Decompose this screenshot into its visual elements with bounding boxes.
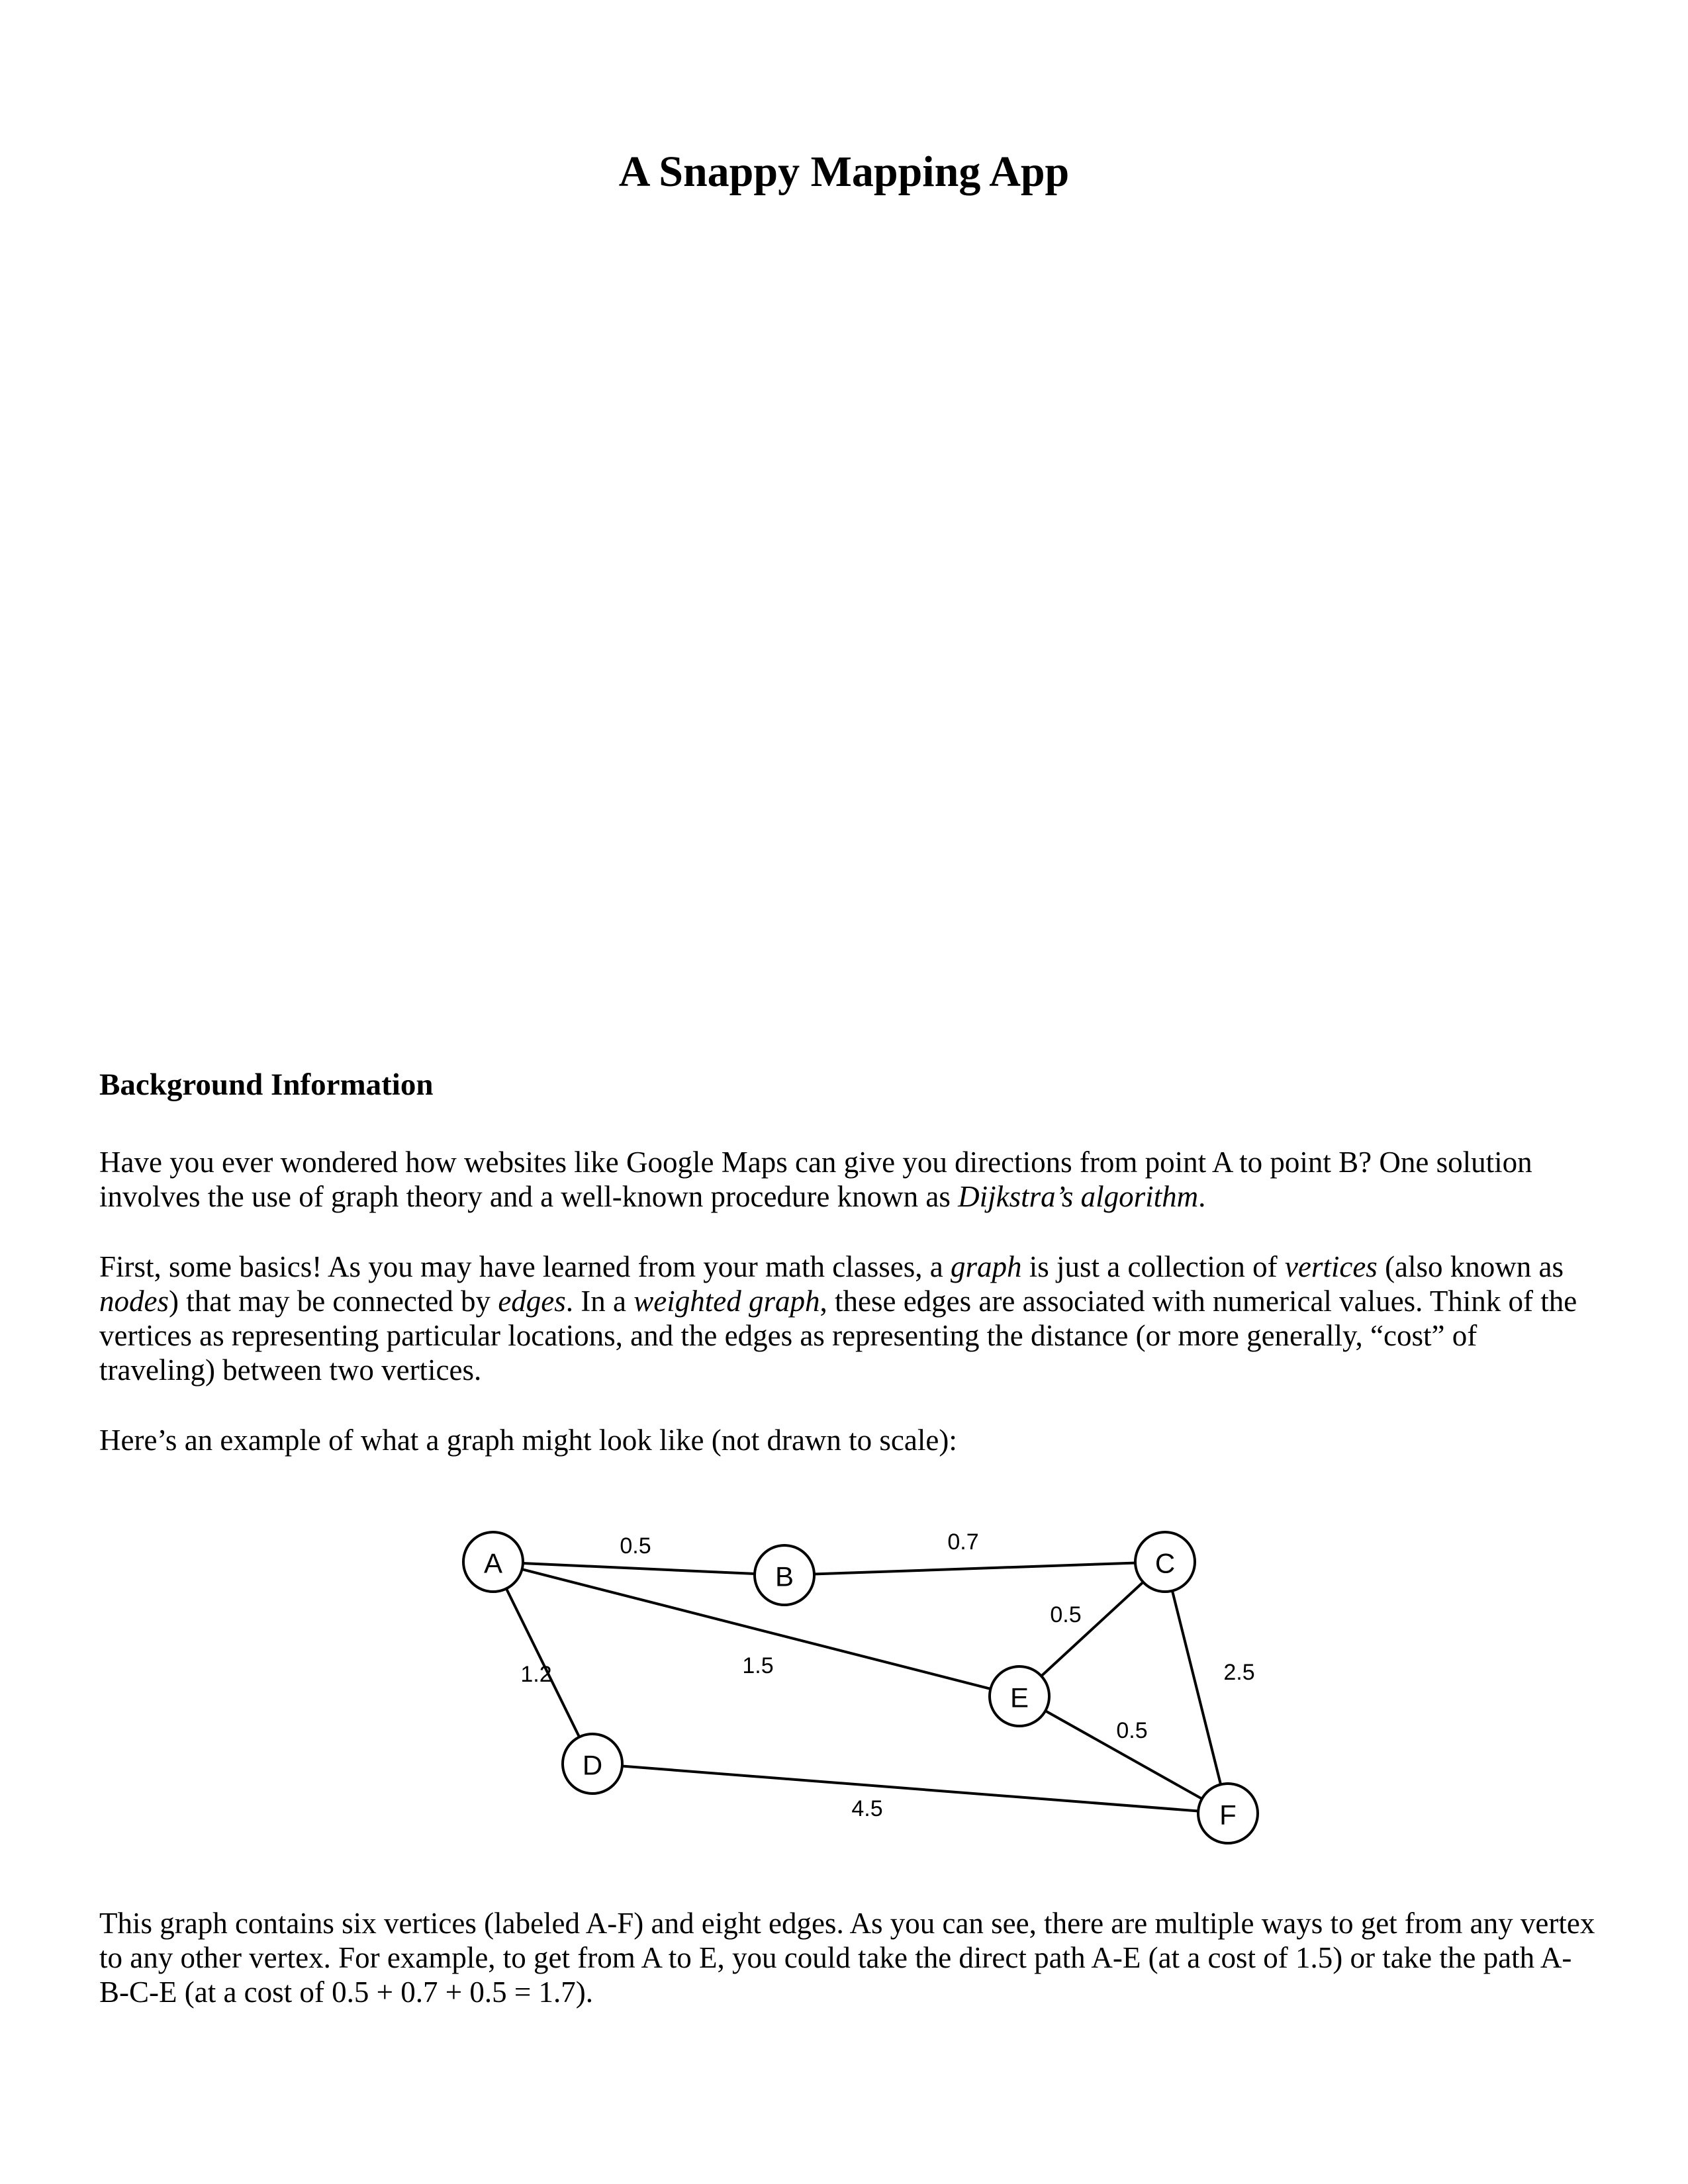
paragraph-text: , these edges are associated with numerical values. Think of the vertices as representing particular locations, and the edges as representing the distance (or more generally, “cost” of traveling) between two vertices. bbox=[99, 1285, 1577, 1387]
paragraph-intro bbox=[99, 1145, 1595, 1214]
edge-weight-label: 0.5 bbox=[1050, 1602, 1082, 1627]
vertex-label: F bbox=[1219, 1799, 1237, 1831]
term-dijkstra: Dijkstra’s algorithm bbox=[958, 1180, 1199, 1213]
vertex-e bbox=[990, 1666, 1049, 1726]
term-graph: graph bbox=[950, 1250, 1022, 1283]
edge-weight-label: 1.2 bbox=[520, 1662, 552, 1687]
vertex-b bbox=[755, 1545, 814, 1605]
section-heading: Background Information bbox=[99, 1068, 434, 1102]
paragraph-text: Have you ever wondered how websites like Google Maps can give you directions from point A to point B? One solution involves the use of graph theory and a well-known procedure known as bbox=[99, 1146, 1532, 1213]
edge-weight-label: 0.5 bbox=[620, 1533, 651, 1559]
vertex-c bbox=[1135, 1532, 1195, 1592]
page-title: A Snappy Mapping App bbox=[618, 148, 1070, 196]
edge-weight-label: 1.5 bbox=[742, 1653, 774, 1678]
edge-weight-label: 0.5 bbox=[1116, 1718, 1148, 1743]
term-edges: edges bbox=[498, 1285, 566, 1318]
edge-weight-label: 4.5 bbox=[851, 1796, 883, 1821]
term-weighted-graph: weighted graph bbox=[633, 1285, 820, 1318]
edge-b-c bbox=[784, 1562, 1165, 1575]
paragraph-basics bbox=[99, 1250, 1595, 1387]
paragraph-text: . In a bbox=[565, 1285, 634, 1318]
vertex-f bbox=[1198, 1784, 1258, 1843]
vertex-label: B bbox=[774, 1561, 794, 1592]
vertex-d bbox=[563, 1734, 622, 1794]
edge-weight-label: 2.5 bbox=[1223, 1660, 1255, 1685]
paragraph-explanation: This graph contains six vertices (labeled A-F) and eight edges. As you can see, there are multiple ways to get from any vertex to any other vertex. For example, to get from A to E, you could take the direct path A-E (at a cost of 1.5) or take the path A-B-C-E (at a cost of 0.5 + 0.7 + 0.5 = 1.7). bbox=[99, 1907, 1595, 2009]
paragraph-text: First, some basics! As you may have learned from your math classes, a bbox=[99, 1250, 951, 1283]
vertex-label: C bbox=[1154, 1547, 1176, 1579]
paragraph-text: ) that may be connected by bbox=[169, 1285, 498, 1318]
paragraph-text: (also known as bbox=[1377, 1250, 1564, 1283]
vertex-label: A bbox=[483, 1547, 503, 1579]
term-nodes: nodes bbox=[99, 1285, 169, 1318]
edge-d-f bbox=[592, 1764, 1228, 1813]
edge-e-f bbox=[1019, 1696, 1228, 1813]
paragraph-text: . bbox=[1198, 1180, 1206, 1213]
weighted-graph-diagram bbox=[430, 1509, 1291, 1880]
vertex-label: E bbox=[1009, 1682, 1029, 1713]
edge-c-f bbox=[1165, 1562, 1228, 1813]
vertex-a bbox=[463, 1532, 523, 1592]
term-vertices: vertices bbox=[1284, 1250, 1378, 1283]
vertex-label: D bbox=[582, 1749, 603, 1781]
paragraph-text: is just a collection of bbox=[1021, 1250, 1285, 1283]
paragraph-example-intro: Here’s an example of what a graph might look like (not drawn to scale): bbox=[99, 1424, 957, 1457]
edge-weight-label: 0.7 bbox=[947, 1529, 979, 1555]
